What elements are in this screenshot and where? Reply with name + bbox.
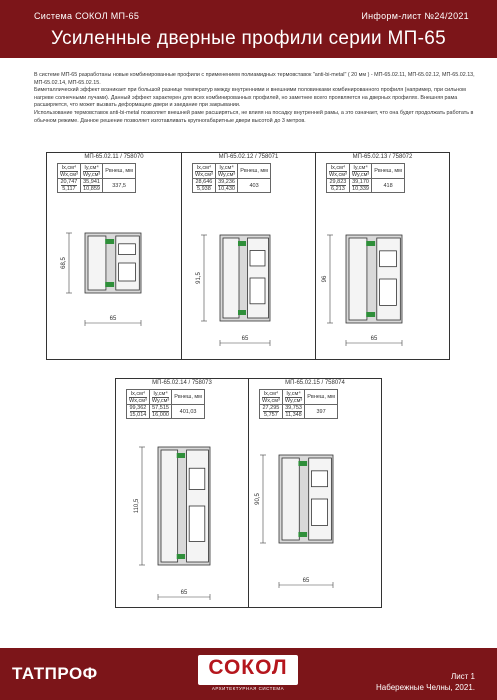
page-title: Усиленные дверные профили серии МП-65 [51, 28, 446, 49]
profile-inner-chamber [119, 244, 136, 255]
height-dimension-label: 68,5 [61, 257, 67, 269]
system-name: Система СОКОЛ МП-65 [34, 11, 140, 21]
ix-header: $\frac{\text{Ix,см⁴}}{\text{Wx,см³}}$ [193, 164, 216, 179]
intro-paragraph: Использование термовставок anti-bi-metal позволяет внешней раме расширяться, не влияя на посадку внутренней рамы, а это означает, что она будет продолжать работать в обычном режиме. Данное решение позволяет изготавливать крупногабаритные двери высотой до 3 метров. [34, 109, 474, 124]
profile-inner-chamber [380, 251, 397, 267]
profile-inner-chamber [311, 499, 327, 525]
thermal-break [105, 282, 114, 287]
profile-caption: МП-65.02.13 / 758072 [352, 154, 413, 160]
thermal-break [177, 453, 185, 458]
intro-text [34, 72, 480, 125]
thermal-break [238, 310, 246, 315]
iy-value: $\frac{39,170}{10,339}$ [349, 179, 371, 193]
thermal-break [366, 312, 375, 317]
logo-slogan: АРХИТЕКТУРНАЯ СИСТЕМА [211, 686, 285, 691]
profile-inner-chamber [250, 278, 265, 304]
height-dimension-label: 96 [322, 275, 328, 283]
page-footer [0, 648, 497, 700]
iy-header: $\frac{\text{Iy,см⁴}}{\text{Wy,см³}}$ [215, 164, 237, 179]
ix-header: $\frac{\text{Ix,см⁴}}{\text{Wx,см³}}$ [327, 164, 350, 179]
ix-value: $\frac{99,362}{15,014}$ [127, 405, 150, 419]
iy-value: $\frac{39,753}{11,348}$ [282, 405, 304, 419]
profile-chamber [88, 236, 106, 290]
p-value: 337,5 [103, 179, 136, 193]
sokol-logo: СОКОЛ [198, 655, 298, 685]
p-header: Pвнеш, мм [238, 164, 271, 179]
ix-value: $\frac{29,823}{6,213}$ [327, 179, 350, 193]
width-dimension-label: 65 [109, 316, 117, 322]
thermal-break [105, 239, 114, 244]
profile-card [115, 378, 249, 608]
ix-value: $\frac{28,646}{5,938}$ [193, 179, 216, 193]
width-dimension-label: 65 [180, 590, 188, 596]
p-header: Pвнеш, мм [305, 390, 338, 405]
profile-inner-chamber [250, 250, 265, 265]
profile-caption: МП-65.02.11 / 758070 [84, 154, 144, 160]
ix-header: $\frac{\text{Ix,см⁴}}{\text{Wx,см³}}$ [58, 164, 81, 179]
p-header: Pвнеш, мм [372, 164, 405, 179]
profile-drawing [47, 153, 183, 361]
info-sheet-number: Информ-лист №24/2021 [361, 11, 469, 21]
ix-header: $\frac{\text{Ix,см⁴}}{\text{Wx,см³}}$ [260, 390, 283, 405]
p-header: Pвнеш, мм [172, 390, 205, 405]
iy-value: $\frac{35,941}{10,859}$ [80, 179, 102, 193]
page-header [0, 0, 497, 58]
ix-value: $\frac{27,295}{5,757}$ [260, 405, 283, 419]
intro-paragraph: Биметаллический эффект возникает при большой разнице температур между внутренними и внешними половинками комбинированного профиля (например, при сильном нагреве солнечными лучами). Данный эффект характерен для всех комбинированных профилей, но заметнее всего проявляется на дверных профилях. Внешняя рама расширяется, что может вызвать деформацию двери и заедание при закрывании. [34, 87, 466, 109]
thermal-break [177, 554, 185, 559]
profile-inner-chamber [119, 263, 136, 281]
brand-logo: ТАТПРОФ [12, 664, 98, 683]
p-value: 397 [305, 405, 338, 419]
ix-value: $\frac{20,747}{5,117}$ [58, 179, 81, 193]
width-dimension-label: 65 [370, 336, 378, 342]
profile-inner-chamber [380, 279, 397, 305]
ix-header: $\frac{\text{Ix,см⁴}}{\text{Wx,см³}}$ [127, 390, 150, 405]
iy-header: $\frac{\text{Iy,см⁴}}{\text{Wy,см³}}$ [282, 390, 304, 405]
iy-header: $\frac{\text{Iy,см⁴}}{\text{Wy,см³}}$ [349, 164, 371, 179]
iy-header: $\frac{\text{Iy,см⁴}}{\text{Wy,см³}}$ [149, 390, 171, 405]
thermal-break [366, 241, 375, 246]
city-year: Набережные Челны, 2021. [376, 683, 475, 692]
profile-card [315, 152, 450, 360]
height-dimension-label: 90,5 [255, 493, 261, 505]
width-dimension-label: 65 [241, 336, 249, 342]
iy-value: $\frac{39,236}{10,430}$ [215, 179, 237, 193]
profile-card [46, 152, 182, 360]
sheet-number: Лист 1 [450, 672, 475, 681]
profile-inner-chamber [189, 468, 205, 489]
profile-caption: МП-65.02.12 / 758071 [218, 154, 279, 160]
height-dimension-label: 91,5 [196, 272, 202, 284]
p-value: 418 [372, 179, 405, 193]
profile-inner-chamber [189, 506, 205, 541]
height-dimension-label: 110,5 [134, 498, 140, 514]
profile-drawing [249, 379, 383, 609]
intro-paragraph: В системе МП-65 разработаны новые комбинированные профили с применением полиамидных термовставок "anti-bi-metal" ( 20 мм ) - МП-65.02.11, МП-65.02.12, МП-65.02.13, МП-65.02.14, МП-65.02.15. [34, 72, 475, 86]
profile-caption: МП-65.02.15 / 758074 [285, 380, 345, 386]
p-value: 403 [238, 179, 271, 193]
profile-chamber [161, 450, 178, 562]
profile-drawing [316, 153, 451, 361]
p-value: 401,03 [172, 405, 205, 419]
p-header: Pвнеш, мм [103, 164, 136, 179]
profile-card [248, 378, 382, 608]
iy-header: $\frac{\text{Iy,см⁴}}{\text{Wy,см³}}$ [80, 164, 102, 179]
profile-caption: МП-65.02.14 / 758073 [152, 380, 212, 386]
profile-inner-chamber [311, 471, 327, 487]
thermal-break [238, 241, 246, 246]
profile-drawing [116, 379, 250, 609]
thermal-break [298, 461, 307, 466]
profile-chamber [223, 238, 239, 318]
iy-value: $\frac{57,515}{16,000}$ [149, 405, 171, 419]
profile-chamber [282, 458, 299, 540]
profile-drawing [182, 153, 317, 361]
profile-card [181, 152, 316, 360]
width-dimension-label: 65 [302, 578, 310, 584]
thermal-break [298, 532, 307, 537]
profile-chamber [349, 238, 367, 320]
